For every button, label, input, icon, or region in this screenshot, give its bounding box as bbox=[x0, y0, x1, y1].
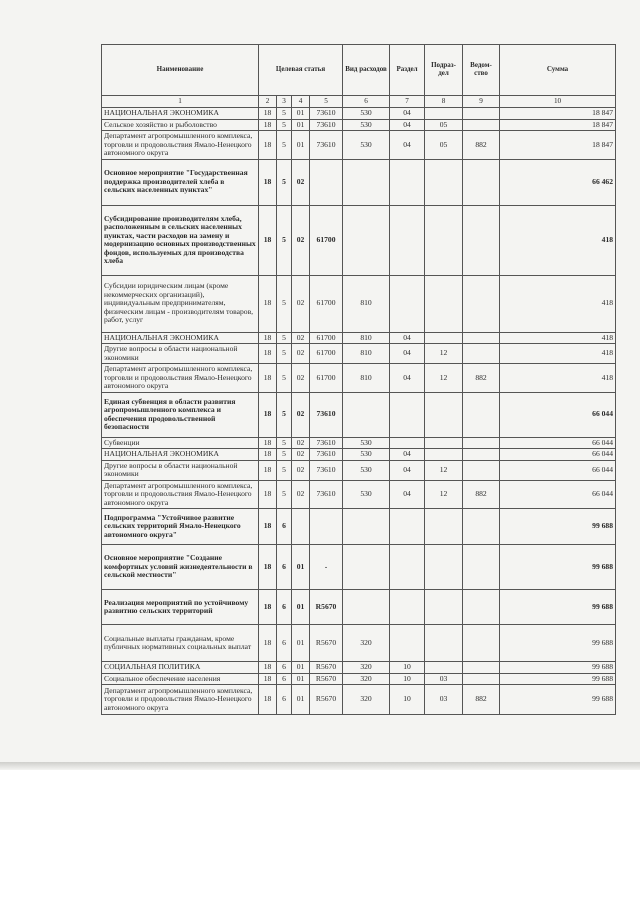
section-code: 04 bbox=[390, 119, 425, 131]
row-sum: 18 847 bbox=[500, 131, 616, 160]
table-row bbox=[102, 545, 616, 590]
target-code-3: 02 bbox=[292, 449, 310, 461]
department-code bbox=[463, 625, 500, 662]
row-sum: 418 bbox=[500, 332, 616, 344]
subsection-code bbox=[425, 449, 463, 461]
target-code-4: 73610 bbox=[310, 108, 343, 120]
department-code bbox=[463, 159, 500, 205]
header-expense-type: Вид расходов bbox=[343, 45, 390, 96]
section-code: 10 bbox=[390, 673, 425, 685]
target-code-4: 61700 bbox=[310, 275, 343, 332]
target-code-4: 73610 bbox=[310, 131, 343, 160]
target-code-2: 5 bbox=[277, 131, 292, 160]
section-code: 04 bbox=[390, 131, 425, 160]
target-code-4: 73610 bbox=[310, 119, 343, 131]
department-code bbox=[463, 344, 500, 364]
row-name: СОЦИАЛЬНАЯ ПОЛИТИКА bbox=[102, 662, 259, 674]
subsection-code bbox=[425, 625, 463, 662]
target-code-2: 5 bbox=[277, 437, 292, 449]
target-code-3: 01 bbox=[292, 662, 310, 674]
target-code-1: 18 bbox=[259, 509, 277, 545]
target-code-2: 5 bbox=[277, 108, 292, 120]
target-code-1: 18 bbox=[259, 364, 277, 393]
target-code-1: 18 bbox=[259, 119, 277, 131]
subsection-code bbox=[425, 205, 463, 275]
section-code bbox=[390, 392, 425, 437]
section-code bbox=[390, 437, 425, 449]
target-code-4: 61700 bbox=[310, 344, 343, 364]
header-section: Раздел bbox=[390, 45, 425, 96]
expense-type-code: 530 bbox=[343, 449, 390, 461]
target-code-3: 02 bbox=[292, 344, 310, 364]
expense-type-code: 320 bbox=[343, 662, 390, 674]
row-sum: 99 688 bbox=[500, 545, 616, 590]
target-code-4: 73610 bbox=[310, 392, 343, 437]
row-name: Основное мероприятие "Государственная поддержка производителей хлеба в сельских населенных пунктах" bbox=[102, 159, 259, 205]
target-code-3: 01 bbox=[292, 590, 310, 625]
target-code-2: 5 bbox=[277, 392, 292, 437]
table-row bbox=[102, 460, 616, 480]
table-row bbox=[102, 590, 616, 625]
target-code-2: 5 bbox=[277, 205, 292, 275]
header-target: Целевая статья bbox=[259, 45, 343, 96]
target-code-1: 18 bbox=[259, 392, 277, 437]
table-row bbox=[102, 673, 616, 685]
target-code-1: 18 bbox=[259, 437, 277, 449]
table-row bbox=[102, 332, 616, 344]
row-name: Департамент агропромышленного комплекса, торговли и продовольствия Ямало-Ненецкого автономного округа bbox=[102, 480, 259, 509]
section-code: 10 bbox=[390, 662, 425, 674]
header-sum: Сумма bbox=[500, 45, 616, 96]
target-code-4: 61700 bbox=[310, 205, 343, 275]
target-code-1: 18 bbox=[259, 344, 277, 364]
department-code bbox=[463, 449, 500, 461]
target-code-2: 6 bbox=[277, 673, 292, 685]
target-code-2: 5 bbox=[277, 275, 292, 332]
target-code-1: 18 bbox=[259, 673, 277, 685]
department-code bbox=[463, 392, 500, 437]
target-code-3 bbox=[292, 509, 310, 545]
subsection-code bbox=[425, 392, 463, 437]
subsection-code bbox=[425, 332, 463, 344]
target-code-1: 18 bbox=[259, 205, 277, 275]
row-name: Субсидирование производителям хлеба, расположенным в сельских населенных пунктах, части расходов на замену и модернизацию основных производственных фондов, используемых для производства хлеба bbox=[102, 205, 259, 275]
target-code-3: 01 bbox=[292, 108, 310, 120]
target-code-1: 18 bbox=[259, 275, 277, 332]
target-code-4: R5670 bbox=[310, 662, 343, 674]
expense-type-code: 320 bbox=[343, 685, 390, 715]
column-number: 1 bbox=[102, 96, 259, 108]
target-code-3: 02 bbox=[292, 392, 310, 437]
expense-type-code: 530 bbox=[343, 480, 390, 509]
target-code-1: 18 bbox=[259, 460, 277, 480]
table-row bbox=[102, 159, 616, 205]
expense-type-code: 810 bbox=[343, 275, 390, 332]
target-code-3: 02 bbox=[292, 460, 310, 480]
target-code-3: 02 bbox=[292, 275, 310, 332]
department-code: 882 bbox=[463, 480, 500, 509]
table-row bbox=[102, 275, 616, 332]
header-subsection: Подраз-дел bbox=[425, 45, 463, 96]
department-code bbox=[463, 460, 500, 480]
row-name: Департамент агропромышленного комплекса, торговли и продовольствия Ямало-Ненецкого автономного округа bbox=[102, 685, 259, 715]
target-code-4: R5670 bbox=[310, 673, 343, 685]
row-sum: 66 044 bbox=[500, 480, 616, 509]
row-sum: 99 688 bbox=[500, 662, 616, 674]
target-code-4 bbox=[310, 509, 343, 545]
row-name: Социальное обеспечение населения bbox=[102, 673, 259, 685]
department-code bbox=[463, 545, 500, 590]
section-code bbox=[390, 625, 425, 662]
column-number: 4 bbox=[292, 96, 310, 108]
header-department: Ведом-ство bbox=[463, 45, 500, 96]
table-row bbox=[102, 662, 616, 674]
table-row bbox=[102, 437, 616, 449]
department-code bbox=[463, 275, 500, 332]
expense-type-code bbox=[343, 509, 390, 545]
column-number: 3 bbox=[277, 96, 292, 108]
table-row bbox=[102, 131, 616, 160]
section-code: 10 bbox=[390, 685, 425, 715]
table-row bbox=[102, 119, 616, 131]
department-code bbox=[463, 437, 500, 449]
page-edge-shadow bbox=[0, 762, 640, 770]
target-code-2: 5 bbox=[277, 119, 292, 131]
target-code-4 bbox=[310, 159, 343, 205]
expense-type-code bbox=[343, 205, 390, 275]
row-name: Департамент агропромышленного комплекса, торговли и продовольствия Ямало-Ненецкого автономного округа bbox=[102, 131, 259, 160]
target-code-2: 6 bbox=[277, 590, 292, 625]
target-code-3: 02 bbox=[292, 437, 310, 449]
target-code-3: 02 bbox=[292, 364, 310, 393]
target-code-2: 5 bbox=[277, 344, 292, 364]
subsection-code: 12 bbox=[425, 364, 463, 393]
table-row bbox=[102, 480, 616, 509]
department-code: 882 bbox=[463, 131, 500, 160]
target-code-2: 6 bbox=[277, 685, 292, 715]
row-name: Субвенции bbox=[102, 437, 259, 449]
target-code-1: 18 bbox=[259, 545, 277, 590]
target-code-2: 5 bbox=[277, 449, 292, 461]
section-code bbox=[390, 545, 425, 590]
row-sum: 418 bbox=[500, 205, 616, 275]
table-row bbox=[102, 108, 616, 120]
section-code: 04 bbox=[390, 344, 425, 364]
row-sum: 99 688 bbox=[500, 685, 616, 715]
row-sum: 66 044 bbox=[500, 437, 616, 449]
target-code-2: 5 bbox=[277, 460, 292, 480]
section-code: 04 bbox=[390, 480, 425, 509]
target-code-4: 61700 bbox=[310, 364, 343, 393]
target-code-1: 18 bbox=[259, 625, 277, 662]
target-code-4: R5670 bbox=[310, 625, 343, 662]
department-code bbox=[463, 108, 500, 120]
target-code-3: 02 bbox=[292, 205, 310, 275]
expense-type-code bbox=[343, 590, 390, 625]
column-number: 6 bbox=[343, 96, 390, 108]
department-code bbox=[463, 205, 500, 275]
target-code-1: 18 bbox=[259, 480, 277, 509]
department-code bbox=[463, 509, 500, 545]
section-code: 04 bbox=[390, 332, 425, 344]
expense-type-code: 810 bbox=[343, 332, 390, 344]
row-sum: 66 462 bbox=[500, 159, 616, 205]
section-code: 04 bbox=[390, 449, 425, 461]
row-sum: 18 847 bbox=[500, 108, 616, 120]
subsection-code: 12 bbox=[425, 460, 463, 480]
row-sum: 66 044 bbox=[500, 449, 616, 461]
header-row bbox=[102, 45, 616, 96]
target-code-3: 01 bbox=[292, 685, 310, 715]
row-sum: 418 bbox=[500, 344, 616, 364]
target-code-3: 01 bbox=[292, 545, 310, 590]
subsection-code bbox=[425, 437, 463, 449]
row-sum: 99 688 bbox=[500, 625, 616, 662]
section-code: 04 bbox=[390, 108, 425, 120]
subsection-code: 12 bbox=[425, 480, 463, 509]
section-code bbox=[390, 590, 425, 625]
section-code: 04 bbox=[390, 460, 425, 480]
expense-type-code: 530 bbox=[343, 460, 390, 480]
expense-type-code: 530 bbox=[343, 119, 390, 131]
column-number: 5 bbox=[310, 96, 343, 108]
row-name: Социальные выплаты гражданам, кроме публичных нормативных социальных выплат bbox=[102, 625, 259, 662]
target-code-2: 5 bbox=[277, 332, 292, 344]
expense-type-code: 320 bbox=[343, 673, 390, 685]
row-sum: 99 688 bbox=[500, 673, 616, 685]
expense-type-code bbox=[343, 392, 390, 437]
target-code-4: 73610 bbox=[310, 437, 343, 449]
subsection-code bbox=[425, 590, 463, 625]
section-code bbox=[390, 205, 425, 275]
subsection-code bbox=[425, 545, 463, 590]
department-code: 882 bbox=[463, 685, 500, 715]
row-name: Другие вопросы в области национальной экономики bbox=[102, 344, 259, 364]
row-name: Реализация мероприятий по устойчивому развитию сельских территорий bbox=[102, 590, 259, 625]
table-row bbox=[102, 205, 616, 275]
expense-type-code: 530 bbox=[343, 131, 390, 160]
expense-type-code bbox=[343, 159, 390, 205]
row-name: Субсидии юридическим лицам (кроме некоммерческих организаций), индивидуальным предпринимателям, физическим лицам - производителям товаров, работ, услуг bbox=[102, 275, 259, 332]
subsection-code: 12 bbox=[425, 344, 463, 364]
column-number: 9 bbox=[463, 96, 500, 108]
column-number-row bbox=[102, 96, 616, 108]
row-name: Подпрограмма "Устойчивое развитие сельских территорий Ямало-Ненецкого автономного округа" bbox=[102, 509, 259, 545]
expense-type-code bbox=[343, 545, 390, 590]
target-code-4: - bbox=[310, 545, 343, 590]
row-name: Единая субвенция в области развития агропромышленного комплекса и обеспечения продовольственной безопасности bbox=[102, 392, 259, 437]
row-sum: 66 044 bbox=[500, 392, 616, 437]
table-row bbox=[102, 685, 616, 715]
budget-table bbox=[101, 44, 616, 715]
expense-type-code: 530 bbox=[343, 108, 390, 120]
target-code-4: 61700 bbox=[310, 332, 343, 344]
target-code-3: 02 bbox=[292, 159, 310, 205]
table-row bbox=[102, 344, 616, 364]
target-code-2: 6 bbox=[277, 662, 292, 674]
subsection-code: 05 bbox=[425, 119, 463, 131]
target-code-2: 5 bbox=[277, 364, 292, 393]
row-sum: 99 688 bbox=[500, 590, 616, 625]
column-number: 8 bbox=[425, 96, 463, 108]
row-name: Департамент агропромышленного комплекса, торговли и продовольствия Ямало-Ненецкого автономного округа bbox=[102, 364, 259, 393]
department-code bbox=[463, 673, 500, 685]
row-name: НАЦИОНАЛЬНАЯ ЭКОНОМИКА bbox=[102, 332, 259, 344]
target-code-4: 73610 bbox=[310, 460, 343, 480]
department-code: 882 bbox=[463, 364, 500, 393]
column-number: 7 bbox=[390, 96, 425, 108]
row-name: Другие вопросы в области национальной экономики bbox=[102, 460, 259, 480]
table-row bbox=[102, 449, 616, 461]
target-code-1: 18 bbox=[259, 131, 277, 160]
target-code-1: 18 bbox=[259, 449, 277, 461]
target-code-4: 73610 bbox=[310, 449, 343, 461]
target-code-2: 6 bbox=[277, 509, 292, 545]
section-code bbox=[390, 275, 425, 332]
expense-type-code: 530 bbox=[343, 437, 390, 449]
department-code bbox=[463, 662, 500, 674]
target-code-3: 02 bbox=[292, 332, 310, 344]
subsection-code: 03 bbox=[425, 673, 463, 685]
department-code bbox=[463, 119, 500, 131]
target-code-4: R5670 bbox=[310, 590, 343, 625]
target-code-1: 18 bbox=[259, 332, 277, 344]
row-sum: 66 044 bbox=[500, 460, 616, 480]
target-code-3: 01 bbox=[292, 131, 310, 160]
header-name: Наименование bbox=[102, 45, 259, 96]
department-code bbox=[463, 590, 500, 625]
column-number: 2 bbox=[259, 96, 277, 108]
row-name: НАЦИОНАЛЬНАЯ ЭКОНОМИКА bbox=[102, 449, 259, 461]
row-sum: 99 688 bbox=[500, 509, 616, 545]
subsection-code bbox=[425, 108, 463, 120]
section-code: 04 bbox=[390, 364, 425, 393]
target-code-4: R5670 bbox=[310, 685, 343, 715]
row-sum: 18 847 bbox=[500, 119, 616, 131]
target-code-3: 02 bbox=[292, 480, 310, 509]
subsection-code bbox=[425, 275, 463, 332]
table-row bbox=[102, 392, 616, 437]
target-code-3: 01 bbox=[292, 119, 310, 131]
department-code bbox=[463, 332, 500, 344]
target-code-2: 6 bbox=[277, 625, 292, 662]
target-code-1: 18 bbox=[259, 108, 277, 120]
subsection-code bbox=[425, 159, 463, 205]
target-code-4: 73610 bbox=[310, 480, 343, 509]
target-code-1: 18 bbox=[259, 590, 277, 625]
subsection-code bbox=[425, 509, 463, 545]
target-code-1: 18 bbox=[259, 662, 277, 674]
row-sum: 418 bbox=[500, 275, 616, 332]
section-code bbox=[390, 509, 425, 545]
column-number: 10 bbox=[500, 96, 616, 108]
target-code-2: 6 bbox=[277, 545, 292, 590]
subsection-code: 03 bbox=[425, 685, 463, 715]
row-name: Сельское хозяйство и рыболовство bbox=[102, 119, 259, 131]
row-name: НАЦИОНАЛЬНАЯ ЭКОНОМИКА bbox=[102, 108, 259, 120]
row-sum: 418 bbox=[500, 364, 616, 393]
row-name: Основное мероприятие "Создание комфортных условий жизнедеятельности в сельской местности" bbox=[102, 545, 259, 590]
subsection-code: 05 bbox=[425, 131, 463, 160]
target-code-1: 18 bbox=[259, 159, 277, 205]
target-code-2: 5 bbox=[277, 480, 292, 509]
target-code-3: 01 bbox=[292, 673, 310, 685]
table-row bbox=[102, 625, 616, 662]
expense-type-code: 810 bbox=[343, 364, 390, 393]
expense-type-code: 320 bbox=[343, 625, 390, 662]
target-code-1: 18 bbox=[259, 685, 277, 715]
table-row bbox=[102, 509, 616, 545]
table-row bbox=[102, 364, 616, 393]
expense-type-code: 810 bbox=[343, 344, 390, 364]
section-code bbox=[390, 159, 425, 205]
target-code-2: 5 bbox=[277, 159, 292, 205]
subsection-code bbox=[425, 662, 463, 674]
target-code-3: 01 bbox=[292, 625, 310, 662]
